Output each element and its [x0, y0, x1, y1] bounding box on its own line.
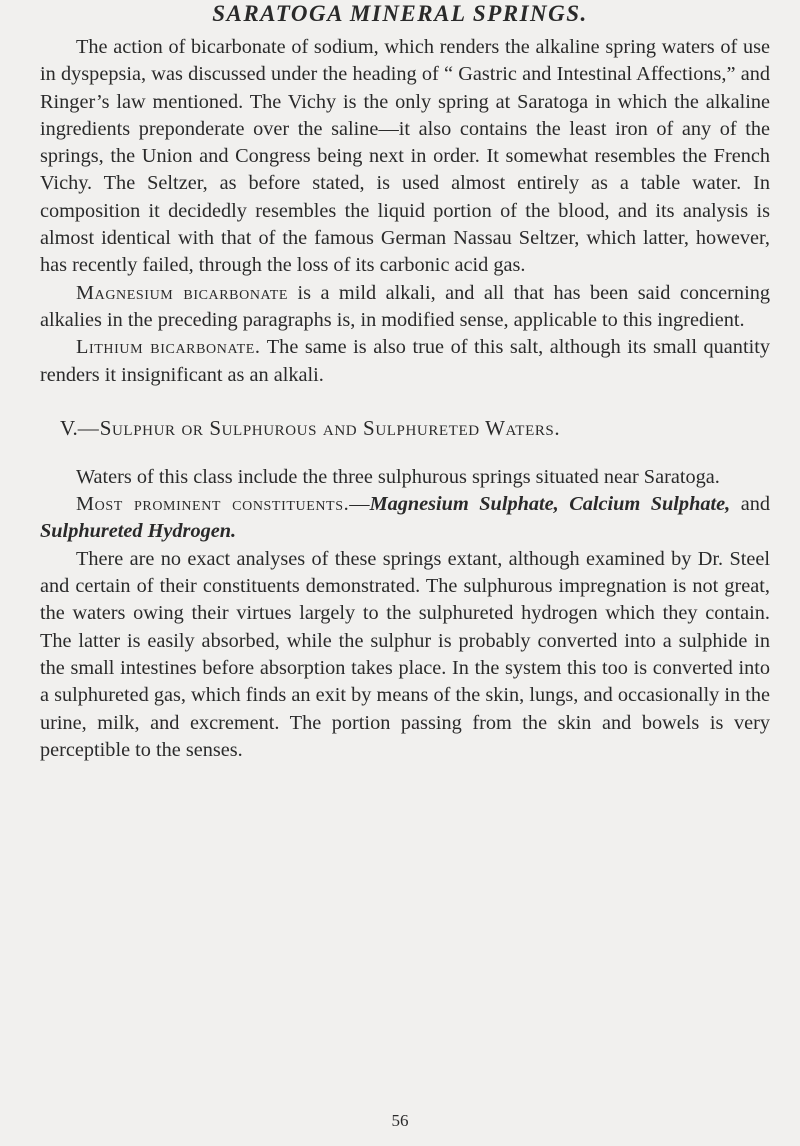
section-heading	[40, 415, 770, 442]
section-title: Sulphur or Sulphurous and Sulphureted Waters.	[99, 415, 561, 440]
lithium-bicarbonate-text: The same is also true of this salt, although its small quantity renders it insignificant as an alkali.	[40, 336, 770, 386]
constituents-sulphates: Magnesium Sulphate, Calcium Sulphate,	[369, 493, 731, 516]
running-head: SARATOGA MINERAL SPRINGS.	[212, 1, 588, 26]
magnesium-bicarbonate-lead: Magnesium bicarbonate	[76, 281, 288, 304]
paragraph-prominent-constituents	[40, 491, 770, 546]
constituents-conjunction: and	[730, 493, 770, 516]
constituents-hydrogen: Sulphureted Hydrogen.	[40, 520, 237, 543]
body-text	[40, 34, 770, 764]
page-number: 56	[391, 1111, 409, 1130]
paragraph-analyses: There are no exact analyses of these springs extant, although examined by Dr. Steel and certain of their constituents demonstrated. The sulphurous impregnation is not great, the waters owing their virtues largely to the sulphureted hydrogen which they contain. The latter is easily absorbed, while the sulphur is probably converted into a sulphide in the small intestines before absorption takes place. In the system this too is converted into a sulphureted gas, which finds an exit by means of the skin, lungs, and occasionally in the urine, milk, and excrement. The portion passing from the skin and bowels is very perceptible to the senses.	[40, 547, 770, 761]
prominent-constituents-lead: Most prominent constituents.	[76, 493, 350, 516]
magnesium-bicarbonate-text: is a mild alkali, and all that has been said concerning alkalies in the preceding paragraphs is, in modified sense, applicable to this ingredient.	[40, 281, 770, 331]
paragraph-magnesium-bicarbonate	[40, 280, 770, 335]
paragraph-bicarbonate-of-sodium: The action of bicarbonate of sodium, which renders the alkaline spring waters of use in dyspepsia, was discussed under the heading of “ Gastric and Intestinal Affections,” and Ringer’s law mentioned. The Vichy is the only spring at Saratoga in which the alkaline ingredients preponderate over the saline—it also contains the least iron of any of the springs, the Union and Congress being next in order. It somewhat resembles the French Vichy. The Seltzer, as before stated, is used almost entirely as a table water. In composition it decidedly resembles the liquid portion of the blood, and its analysis is almost identical with that of the famous German Nassau Seltzer, which latter, however, has recently failed, through the loss of its carbonic acid gas.	[40, 36, 770, 277]
prominent-constituents-dash: —	[349, 493, 370, 516]
paragraph-lithium-bicarbonate	[40, 334, 770, 389]
section-number: V.—	[60, 415, 99, 440]
paragraph-class-description: Waters of this class include the three sulphurous springs situated near Saratoga.	[76, 465, 720, 488]
lithium-bicarbonate-lead: Lithium bicarbonate.	[76, 336, 261, 359]
